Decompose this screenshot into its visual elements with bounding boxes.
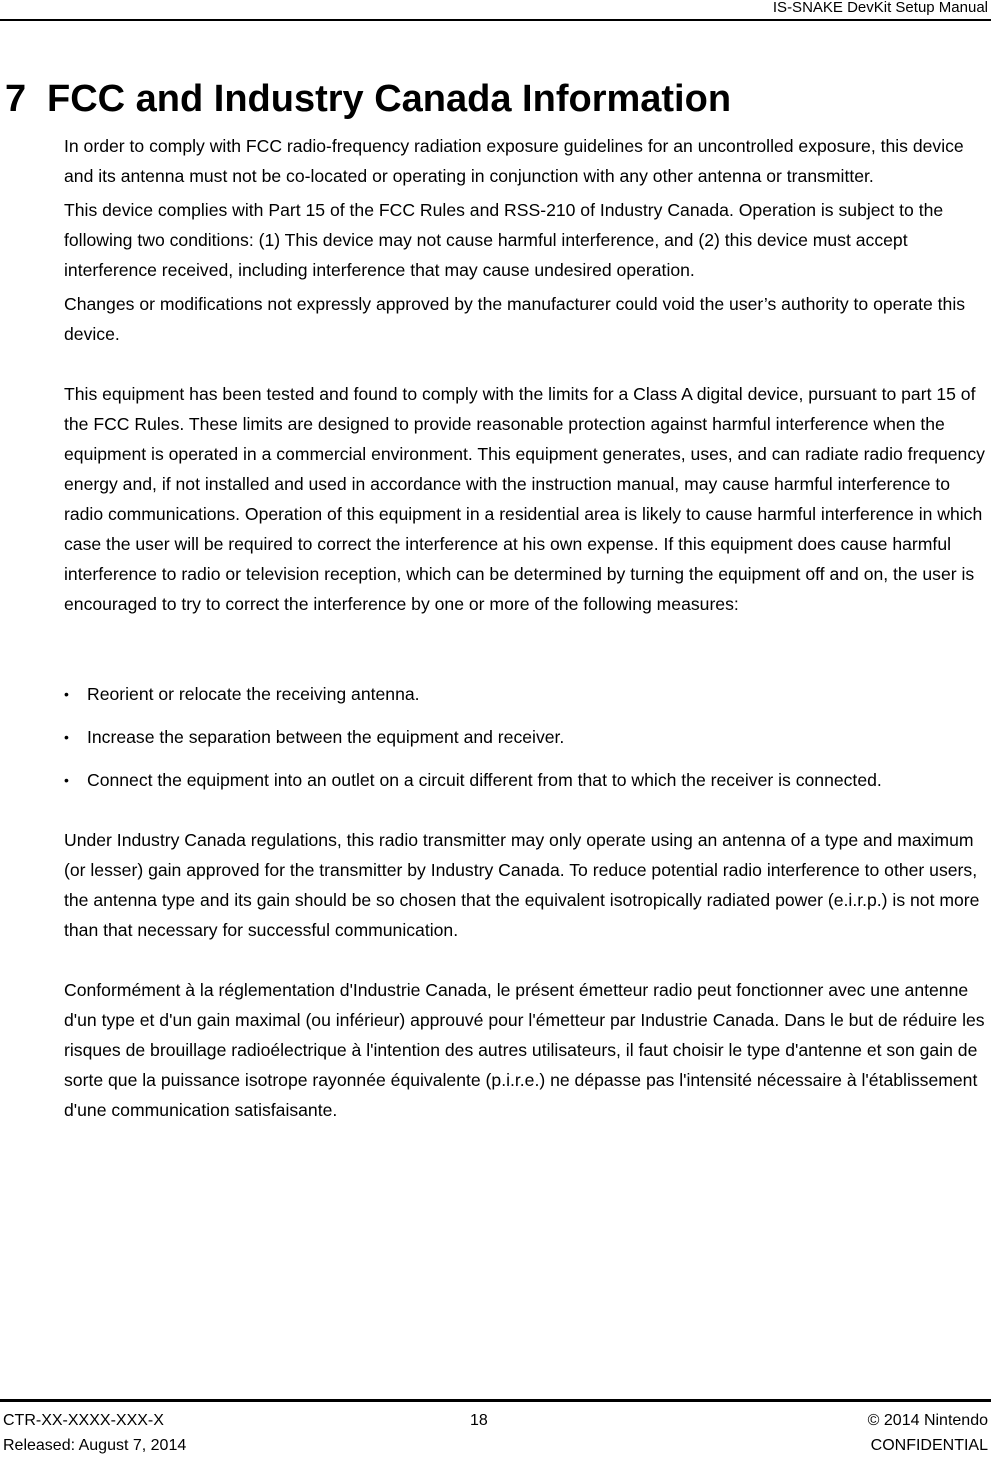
footer-row-top [0,1408,991,1433]
paragraph-industry-canada: Under Industry Canada regulations, this radio transmitter may only operate using an antenna of a type and maximum (or lesser) gain approved for the transmitter by Industry Canada. To reduce potential radio interference to other users, the antenna type and its gain should be so chosen that the equivalent isotropically radiated power (e.i.r.p.) is not more than that necessary for successful communication. [64,830,980,940]
manual-title: IS-SNAKE DevKit Setup Manual [772,0,988,16]
page-number: 18 [470,1412,488,1429]
page-footer [0,1399,991,1457]
document-body [64,131,990,1125]
paragraph-modifications: Changes or modifications not expressly approved by the manufacturer could void the user’s authority to operate this device. [64,294,966,344]
paragraph-compliance: This device complies with Part 15 of the FCC Rules and RSS-210 of Industry Canada. Operation is subject to the following two conditions: (1) This device may not cause harmful interference, and (2) this device must accept interference received, including interference that may cause undesired operation. [64,200,944,280]
paragraph-industrie-canada-fr: Conformément à la réglementation d'Industrie Canada, le présent émetteur radio peut fonctionner avec une antenne d'un type et d'un gain maximal (ou inférieur) approuvé pour l'émetteur par Industrie Canada. Dans le but de réduire les risques de brouillage radioélectrique à l'intention des autres utilisateurs, il faut choisir le type d'antenne et son gain de sorte que la puissance isotrope rayonnée équivalente (p.i.r.e.) ne dépasse pas l'intensité nécessaire à l'établissement d'une communication satisfaisante. [64,980,985,1120]
bullet-icon: • [64,729,69,745]
chapter-heading [5,76,731,122]
copyright-notice: © 2014 Nintendo [867,1412,988,1429]
bullet-icon: • [64,686,69,702]
document-id: CTR-XX-XXXX-XXX-X [3,1412,164,1429]
list-item [64,765,990,795]
page-header [0,0,991,21]
list-item [64,722,990,752]
chapter-number: 7 [5,78,27,120]
list-item [64,679,990,709]
chapter-title: FCC and Industry Canada Information [47,78,732,120]
footer-row-bottom [0,1433,991,1458]
paragraph-class-a: This equipment has been tested and found to comply with the limits for a Class A digital device, pursuant to part 15 of the FCC Rules. These limits are designed to provide reasonable protection against harmful interference when the equipment is operated in a commercial environment. This equipment generates, uses, and can radiate radio frequency energy and, if not installed and used in accordance with the instruction manual, may cause harmful interference to radio communications. Operation of this equipment in a residential area is likely to cause harmful interference in which case the user will be required to correct the interference at his own expense. If this equipment does cause harmful interference to radio or television reception, which can be determined by turning the equipment off and on, the user is encouraged to try to correct the interference by one or more of the following measures: [64,384,985,614]
bullet-icon: • [64,772,69,788]
list-item-text: Reorient or relocate the receiving antenna. [87,684,420,704]
measures-list [64,679,990,795]
confidentiality-label: CONFIDENTIAL [870,1437,988,1454]
list-item-text: Connect the equipment into an outlet on a circuit different from that to which the receiver is connected. [87,770,882,790]
list-item-text: Increase the separation between the equipment and receiver. [87,727,565,747]
paragraph-exposure: In order to comply with FCC radio-frequency radiation exposure guidelines for an uncontrolled exposure, this device and its antenna must not be co-located or operating in conjunction with any other antenna or transmitter. [64,136,964,186]
release-date: Released: August 7, 2014 [3,1437,187,1454]
